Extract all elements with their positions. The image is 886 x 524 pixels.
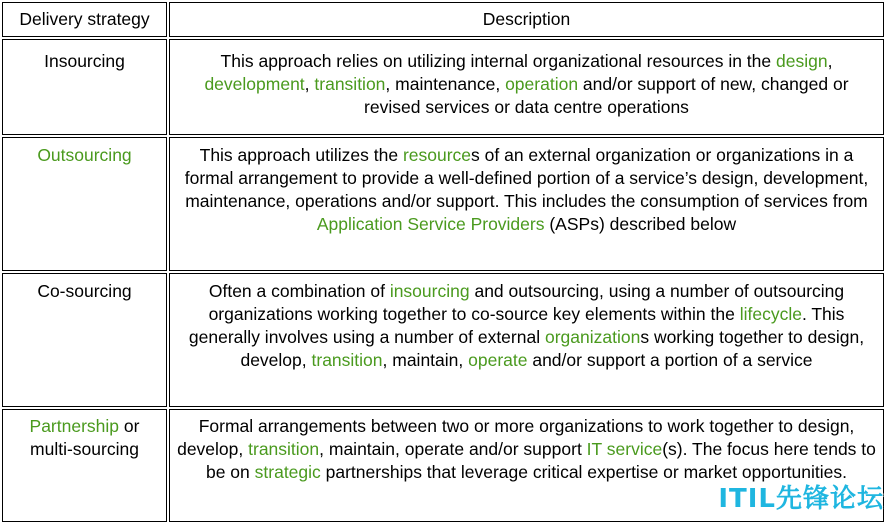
- cell-text: Often a combination of: [208, 281, 390, 301]
- glossary-link[interactable]: Partnership: [29, 416, 120, 436]
- cell-text: s of an external organization or organizations in a formal arrangement to provide a well-defined portion of a service’s design, development, maintenance, operations and/or support. This includes the consumption of services from: [184, 145, 869, 211]
- strategy-cell: [2, 273, 167, 407]
- glossary-link[interactable]: transition: [314, 74, 386, 94]
- cell-text: or multi-sourcing: [30, 416, 140, 459]
- cell-text: ,: [304, 74, 315, 94]
- cell-text: and outsourcing, using a number of outsourcing organizations working together to co-source key elements within the: [208, 281, 845, 324]
- cell-text: Insourcing: [44, 51, 125, 71]
- glossary-link[interactable]: IT service: [586, 439, 663, 459]
- glossary-link[interactable]: development: [204, 74, 305, 94]
- watermark-logo: ITIL先锋论坛: [718, 484, 884, 514]
- glossary-link[interactable]: lifecycle: [739, 304, 802, 324]
- glossary-link[interactable]: operation: [505, 74, 579, 94]
- table-row: [2, 137, 884, 271]
- glossary-link[interactable]: transition: [248, 439, 320, 459]
- cell-text: s working together to design, develop,: [240, 327, 865, 370]
- glossary-link[interactable]: insourcing: [389, 281, 470, 301]
- glossary-link[interactable]: operate: [468, 350, 528, 370]
- cell-text: , maintain,: [382, 350, 469, 370]
- description-cell: [169, 137, 884, 271]
- cell-text: and/or support a portion of a service: [527, 350, 813, 370]
- glossary-link[interactable]: Outsourcing: [37, 145, 132, 165]
- cell-text: . This generally involves using a number of external: [188, 304, 845, 347]
- cell-text: This approach relies on utilizing internal organizational resources in the: [220, 51, 776, 71]
- glossary-link[interactable]: design: [776, 51, 828, 71]
- strategy-cell: [2, 39, 167, 135]
- cell-text: , maintenance,: [385, 74, 506, 94]
- header-delivery-strategy: Delivery strategy: [2, 2, 167, 37]
- glossary-link[interactable]: strategic: [254, 462, 321, 482]
- cell-text: ,: [827, 51, 833, 71]
- description-cell: [169, 273, 884, 407]
- strategy-cell: [2, 409, 167, 522]
- cell-text: Formal arrangements between two or more organizations to work together to design, develop,: [177, 416, 855, 459]
- table-row: [2, 273, 884, 407]
- glossary-link[interactable]: Application Service Providers: [316, 214, 545, 234]
- header-description: Description: [169, 2, 884, 37]
- strategy-cell: [2, 137, 167, 271]
- cell-text: partnerships that leverage critical expertise or market opportunities.: [320, 462, 848, 482]
- glossary-link[interactable]: transition: [311, 350, 383, 370]
- cell-text: , maintain, operate and/or support: [319, 439, 587, 459]
- cell-text: and/or support of new, changed or revised services or data centre operations: [364, 74, 849, 117]
- cell-text: This approach utilizes the: [199, 145, 403, 165]
- cell-text: (ASPs) described below: [544, 214, 737, 234]
- glossary-link[interactable]: resource: [402, 145, 472, 165]
- table-row: [2, 39, 884, 135]
- table-header-row: [2, 2, 884, 37]
- description-cell: [169, 39, 884, 135]
- glossary-link[interactable]: organization: [544, 327, 641, 347]
- cell-text: (s). The focus here tends to be on: [205, 439, 876, 482]
- cell-text: Co-sourcing: [37, 281, 132, 301]
